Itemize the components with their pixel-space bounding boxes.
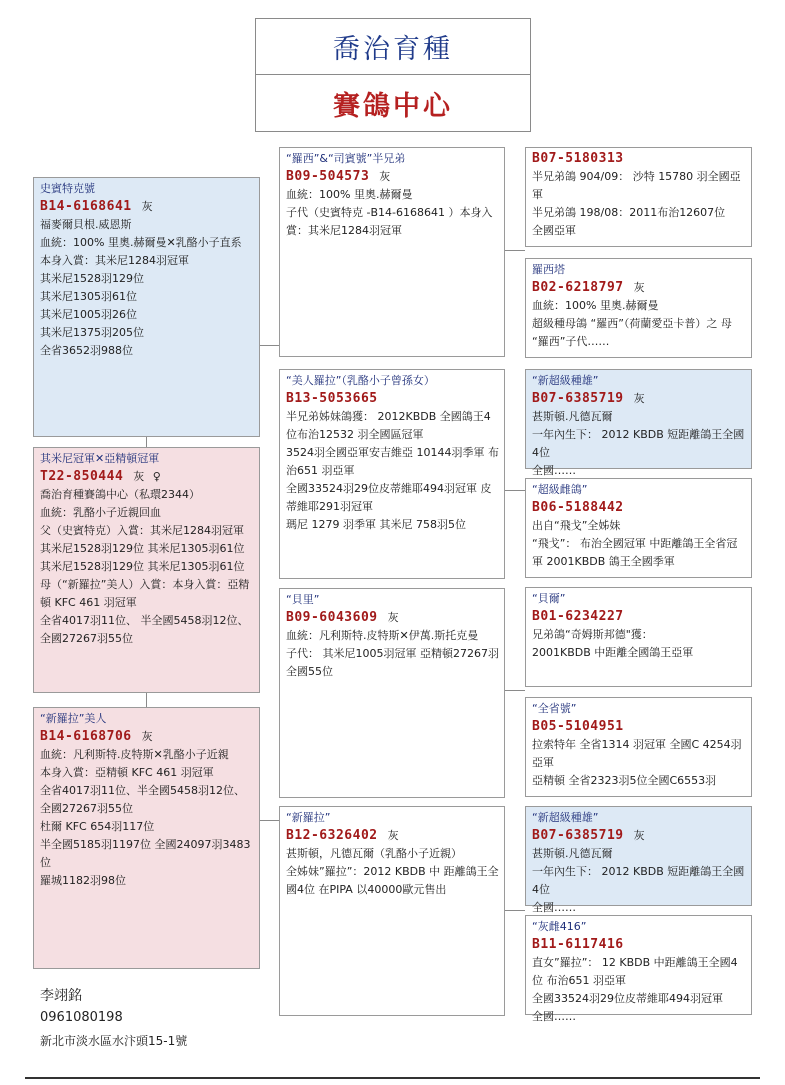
gd1-name: “美人羅拉”（乳酪小子曾孫女） <box>286 374 435 387</box>
ggs4-name: “新超級種雄” <box>532 811 599 824</box>
ggd1-line: 超級種母鴿 “羅西”（荷蘭愛亞卡普）之 母 <box>532 317 732 330</box>
subject-line: 喬治育種賽鴿中心（私環2344） <box>40 488 200 501</box>
card-dam <box>33 707 260 969</box>
ggs2-ring: B07-6385719 <box>532 391 624 406</box>
dam-line: 全省4017羽11位、半全國5458羽12位、全國27267羽55位 <box>40 784 245 815</box>
subject-ring: T22-850444 <box>40 469 124 484</box>
gd2-name: “新羅拉” <box>286 811 331 824</box>
ggs1-line: 全國亞軍 <box>532 224 576 237</box>
gs2-ring: B09-6043609 <box>286 610 378 625</box>
card-granddam-1 <box>279 369 505 579</box>
subject-line: 其米尼1528羽129位 其米尼1305羽61位 <box>40 560 245 573</box>
subject-color: 灰 <box>133 470 145 483</box>
card-great-grandsire-1 <box>525 147 752 247</box>
ggd1-line: 血統：100% 里奧.赫爾曼 <box>532 299 659 312</box>
gs1-ring: B09-504573 <box>286 169 370 184</box>
ggd2-line: “飛戈”： 布治全國冠軍 中距離鴿王全省冠軍 2001KBDB 鴿王全國季軍 <box>532 537 738 568</box>
card-great-granddam-3 <box>525 697 752 797</box>
card-grandsire-1 <box>279 147 505 357</box>
connector <box>505 910 525 911</box>
ggs4-line: 一年內生下： 2012 KBDB 短距離鴿王全國4位 <box>532 865 745 896</box>
connector <box>146 693 147 707</box>
header-title: 喬治育種 <box>256 19 530 75</box>
card-sire <box>33 177 260 437</box>
sire-line: 血統：100% 里奧.赫爾曼✕乳酪小子直系 <box>40 236 242 249</box>
female-symbol-icon: ♀ <box>152 470 162 483</box>
subject-line: 父（史賓特克）入賞：其米尼1284羽冠軍 其米尼1528羽129位 其米尼1305羽61位 <box>40 524 245 555</box>
ggd4-ring: B11-6117416 <box>532 937 624 952</box>
card-great-granddam-1 <box>525 258 752 358</box>
header-box <box>255 18 531 132</box>
connector <box>259 820 279 821</box>
ggd4-name: “灰雌416” <box>532 920 587 933</box>
ggd3-name: “全省號” <box>532 702 577 715</box>
connector <box>505 490 525 491</box>
sire-ring: B14-6168641 <box>40 199 132 214</box>
dam-line: 本身入賞：亞精頓 KFC 461 羽冠軍 <box>40 766 214 779</box>
card-great-granddam-2 <box>525 478 752 578</box>
gs2-line: 血統：凡利斯特.皮特斯✕伊萬.斯托克曼 <box>286 629 479 642</box>
gd1-line: 3524羽全國亞軍安吉維亞 10144羽季軍 布治651 羽亞軍 <box>286 446 499 477</box>
gd1-line: 半兄弟姊妹鴿獲： 2012KBDB 全國鴿王4位布治12532 羽全國區冠軍 <box>286 410 491 441</box>
gs1-color: 灰 <box>379 170 391 183</box>
gd2-line: 甚斯頓，凡德瓦爾（乳酪小子近親） <box>286 847 462 860</box>
ggd2-name: “超級雌鴿” <box>532 483 588 496</box>
sire-color: 灰 <box>141 200 154 213</box>
dam-name: “新羅拉”美人 <box>40 712 107 725</box>
sire-line: 全省3652羽988位 <box>40 344 133 357</box>
sire-line: 本身入賞：其米尼1284羽冠軍 <box>40 254 189 267</box>
ggd2-line: 出自“飛戈”全姊妹 <box>532 519 621 532</box>
ggs4-line: 甚斯頓.凡德瓦爾 <box>532 847 613 860</box>
connector <box>505 690 525 691</box>
gd2-ring: B12-6326402 <box>286 828 378 843</box>
contact-phone: 0961080198 <box>40 1010 123 1025</box>
ggs3-line: 兄弟鴿“奇姆斯邦德"獲： <box>532 628 653 641</box>
sire-line: 福麥爾貝根.威恩斯 <box>40 218 132 231</box>
ggs2-color: 灰 <box>633 392 646 405</box>
ggd1-line: “羅西”子代…… <box>532 335 610 348</box>
ggs3-name: “貝爾” <box>532 592 566 605</box>
ggs3-ring: B01-6234227 <box>532 609 624 624</box>
dam-line: 杜爾 KFC 654羽117位 <box>40 820 155 833</box>
ggd4-line: 直女”羅拉”： 12 KBDB 中距離鴿王全國4位 布治651 羽亞軍 <box>532 956 738 987</box>
ggs2-line: 全國…… <box>532 464 576 477</box>
ggs4-line: 全國…… <box>532 901 576 914</box>
card-great-grandsire-3 <box>525 587 752 687</box>
ggs1-ring: B07-5180313 <box>532 151 624 166</box>
gd2-color: 灰 <box>387 829 400 842</box>
gs1-line: 子代（史賓特克 -B14-6168641 ）本身入賞：其米尼1284羽冠軍 <box>286 206 493 237</box>
ggs1-line: 半兄弟鴿 198/08：2011布治12607位 <box>532 206 726 219</box>
gd1-ring: B13-5053665 <box>286 391 378 406</box>
ggs3-line: 2001KBDB 中距離全國鴿王亞軍 <box>532 646 694 659</box>
card-great-granddam-4 <box>525 915 752 1023</box>
gs1-name: “羅西”&“司賓號”半兄弟 <box>286 152 406 165</box>
card-great-grandsire-4 <box>525 806 752 914</box>
ggd4-line: 全國…… <box>532 1010 576 1023</box>
dam-line: 血統：凡利斯特.皮特斯✕乳酪小子近親 <box>40 748 229 761</box>
dam-line: 羅城1182羽98位 <box>40 874 126 887</box>
gs1-line: 血統：100% 里奧.赫爾曼 <box>286 188 413 201</box>
connector <box>146 437 147 447</box>
sire-line: 其米尼1005羽26位 <box>40 308 137 321</box>
dam-color: 灰 <box>141 730 154 743</box>
ggs4-ring: B07-6385719 <box>532 828 624 843</box>
gd1-line: 全國33524羽29位皮蒂維耶494羽冠軍 皮蒂維耶291羽冠軍 <box>286 482 492 513</box>
ggs1-line: 半兄弟鴿 904/09： 沙特 15780 羽全國亞軍 <box>532 170 741 201</box>
contact-address: 新北市淡水區水汴頭15-1號 <box>40 1034 188 1048</box>
subject-line: 血統：乳酪小子近親回血 <box>40 506 161 519</box>
card-great-grandsire-2 <box>525 369 752 477</box>
ggd1-color: 灰 <box>633 281 646 294</box>
subject-line: 全省4017羽11位、 半全國5458羽12位、全國27267羽55位 <box>40 614 249 645</box>
dam-ring: B14-6168706 <box>40 729 132 744</box>
ggd1-ring: B02-6218797 <box>532 280 624 295</box>
sire-name: 史賓特克號 <box>40 182 95 195</box>
contact-name: 李翊銘 <box>40 988 82 1004</box>
ggs4-color: 灰 <box>633 829 646 842</box>
card-subject <box>33 447 260 693</box>
gs2-line: 子代： 其米尼1005羽冠軍 亞精頓27267羽全國55位 <box>286 647 499 678</box>
card-granddam-2 <box>279 806 505 1016</box>
ggd3-line: 亞精頓 全省2323羽5位全國C6553羽 <box>532 774 717 787</box>
gd1-line: 瑪尼 1279 羽季軍 其米尼 758羽5位 <box>286 518 466 531</box>
sire-line: 其米尼1528羽129位 <box>40 272 144 285</box>
connector <box>259 345 279 346</box>
ggd2-ring: B06-5188442 <box>532 500 624 515</box>
subject-name: 其米尼冠軍✕亞精頓冠軍 <box>40 452 160 465</box>
sire-line: 其米尼1375羽205位 <box>40 326 144 339</box>
bottom-rule <box>25 1077 760 1079</box>
card-grandsire-2 <box>279 588 505 798</box>
gd2-line: 全姊妹”羅拉”：2012 KBDB 中 距離鴿王全國4位 在PIPA 以40000歐元售出 <box>286 865 499 896</box>
ggs2-line: 甚斯頓.凡德瓦爾 <box>532 410 613 423</box>
connector <box>505 250 525 251</box>
ggd3-line: 拉索特年 全省1314 羽冠軍 全國C 4254羽亞軍 <box>532 738 742 769</box>
subject-line: 母（“新羅拉”美人）入賞：本身入賞：亞精頓 KFC 461 羽冠軍 <box>40 578 250 609</box>
gs2-name: “貝里” <box>286 593 320 606</box>
ggd1-name: 羅西塔 <box>532 263 565 276</box>
ggd3-ring: B05-5104951 <box>532 719 624 734</box>
ggs2-name: “新超級種雄” <box>532 374 599 387</box>
ggs2-line: 一年內生下： 2012 KBDB 短距離鴿王全國4位 <box>532 428 745 459</box>
dam-line: 半全國5185羽1197位 全國24097羽3483位 <box>40 838 251 869</box>
header-subtitle: 賽鴿中心 <box>333 90 453 122</box>
ggd4-line: 全國33524羽29位皮蒂維耶494羽冠軍 <box>532 992 723 1005</box>
sire-line: 其米尼1305羽61位 <box>40 290 137 303</box>
gs2-color: 灰 <box>387 611 400 624</box>
